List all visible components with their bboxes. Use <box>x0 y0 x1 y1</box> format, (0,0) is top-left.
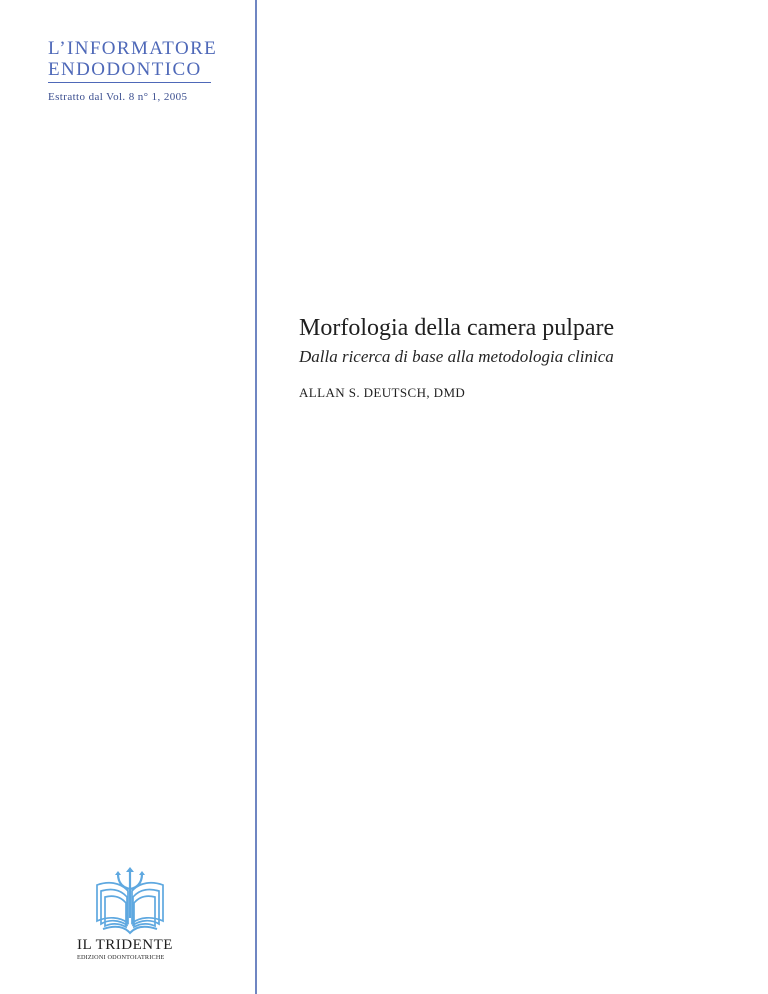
journal-title-line-2: ENDODONTICO <box>48 59 202 80</box>
journal-extract-reference: Estratto dal Vol. 8 n° 1, 2005 <box>48 91 188 103</box>
article-author: ALLAN S. DEUTSCH, DMD <box>299 385 466 400</box>
publisher-logo <box>70 863 190 961</box>
journal-title-line-1: L’INFORMATORE <box>48 38 218 59</box>
trident-book-logo-icon <box>91 863 169 939</box>
article-heading <box>299 314 749 401</box>
article-title: Morfologia della camera pulpare <box>299 315 615 341</box>
publisher-subtitle: EDIZIONI ODONTOIATRICHE <box>77 954 165 961</box>
vertical-divider-line <box>255 0 257 994</box>
publisher-name: IL TRIDENTE <box>77 937 173 953</box>
article-subtitle: Dalla ricerca di base alla metodologia clinica <box>299 347 614 366</box>
journal-title-rule <box>48 82 211 83</box>
journal-header <box>48 38 218 103</box>
